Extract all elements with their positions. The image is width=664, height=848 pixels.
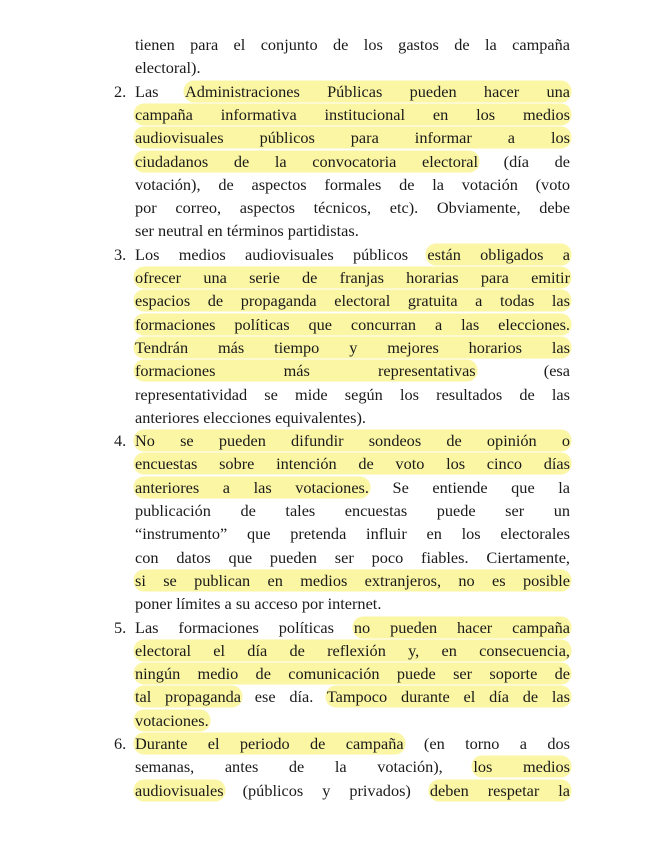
highlighted-text: electoral el día de reflexión y, en consecuencia, [135, 640, 570, 660]
text-segment: publicación de tales encuestas puede ser un [135, 501, 570, 520]
text-line [135, 359, 570, 382]
text-line [135, 592, 570, 615]
highlighted-text: Tampoco durante el día de las [326, 687, 570, 707]
text-line [135, 779, 570, 802]
text-segment: semanas, antes de la votación), [135, 757, 474, 777]
text-segment: (día de [478, 151, 570, 171]
highlighted-text: ofrecer una serie de franjas horarias para emitir [135, 268, 570, 287]
highlighted-text: Durante el periodo de campaña [135, 734, 404, 753]
text-segment: tienen para el conjunto de los gastos de la campaña [135, 35, 570, 54]
text-line [135, 685, 570, 708]
text-line [135, 80, 570, 103]
highlighted-text: Administraciones Públicas pueden hacer una [184, 81, 570, 101]
text-segment: anteriores elecciones equivalentes). [135, 407, 366, 427]
text-segment: Las [135, 81, 185, 101]
text-line [135, 406, 570, 429]
text-line [135, 173, 570, 196]
text-segment: votación), de aspectos formales de la votación (voto [135, 174, 570, 194]
text-line [135, 499, 570, 522]
text-segment: Las formaciones políticas [135, 617, 354, 637]
text-line [135, 569, 570, 592]
text-line [135, 639, 570, 662]
text-line [135, 56, 570, 79]
text-line [135, 383, 570, 406]
text-line [135, 476, 570, 499]
highlighted-text: no pueden hacer campaña [353, 617, 570, 637]
highlighted-text: audiovisuales [135, 780, 224, 800]
text-segment: electoral). [135, 58, 201, 78]
text-segment: (esa [475, 361, 570, 381]
text-segment: poner límites a su acceso por internet. [135, 594, 382, 614]
text-line [135, 522, 570, 545]
text-line [135, 429, 570, 452]
text-line [135, 219, 570, 242]
text-line [135, 313, 570, 336]
text-segment: (públicos y privados) [223, 780, 430, 800]
text-line [135, 336, 570, 359]
text-line [135, 616, 570, 639]
text-line [135, 33, 570, 56]
list-item-number: 2. [114, 81, 127, 101]
text-segment: por correo, aspectos técnicos, etc). Obviamente, debe [135, 198, 570, 218]
text-line [135, 662, 570, 685]
text-line [135, 150, 570, 173]
text-line [135, 452, 570, 475]
text-segment: con datos que pueden ser poco fiables. Ciertamente, [135, 547, 570, 567]
highlighted-text: votaciones. [135, 710, 209, 730]
highlighted-text: Tendrán más tiempo y mejores horarios las [135, 337, 570, 357]
text-line [135, 546, 570, 569]
text-line [135, 709, 570, 732]
text-segment: (en torno a dos [403, 734, 571, 753]
list-item-number: 4. [114, 431, 127, 451]
text-line [135, 755, 570, 778]
highlighted-text: formaciones políticas que concurran a las elecciones. [135, 314, 570, 334]
text-segment: “instrumento” que pretenda influir en los electorales [135, 524, 570, 544]
text-line [135, 126, 570, 149]
text-segment: ese día. [241, 687, 327, 707]
text-line [135, 243, 570, 266]
list-item-number: 5. [114, 617, 127, 637]
list-item-number: 3. [114, 244, 127, 264]
text-segment: Se entiende que la [368, 477, 571, 497]
highlighted-text: formaciones más representativas [135, 361, 476, 381]
highlighted-text: campaña informativa institucional en los medios [135, 104, 570, 124]
highlighted-text: encuestas sobre intención de voto los cinco días [135, 454, 570, 474]
text-line [135, 196, 570, 219]
highlighted-text: tal propaganda [135, 687, 242, 707]
text-line [135, 266, 570, 289]
highlighted-text: audiovisuales públicos para informar a los [135, 128, 570, 148]
text-segment: Los medios audiovisuales públicos [135, 244, 428, 264]
highlighted-text: si se publican en medios extranjeros, no es posible [135, 570, 570, 590]
highlighted-text: deben respetar la [429, 780, 570, 800]
list-item-number: 6. [114, 734, 127, 753]
text-line [135, 289, 570, 312]
highlighted-text: anteriores a las votaciones. [135, 477, 369, 497]
text-segment: ser neutral en términos partidistas. [135, 221, 359, 241]
highlighted-text: los medios [473, 757, 570, 777]
text-segment: representatividad se mide según los resultados de las [135, 384, 570, 404]
text-line [135, 103, 570, 126]
highlighted-text: están obligados a [427, 244, 570, 264]
highlighted-text: No se pueden difundir sondeos de opinión o [135, 431, 570, 451]
highlighted-text: espacios de propaganda electoral gratuita a todas las [135, 291, 570, 311]
text-line [135, 732, 570, 755]
highlighted-text: ciudadanos de la convocatoria electoral [135, 151, 479, 171]
highlighted-text: ningún medio de comunicación puede ser soporte de [135, 664, 570, 684]
